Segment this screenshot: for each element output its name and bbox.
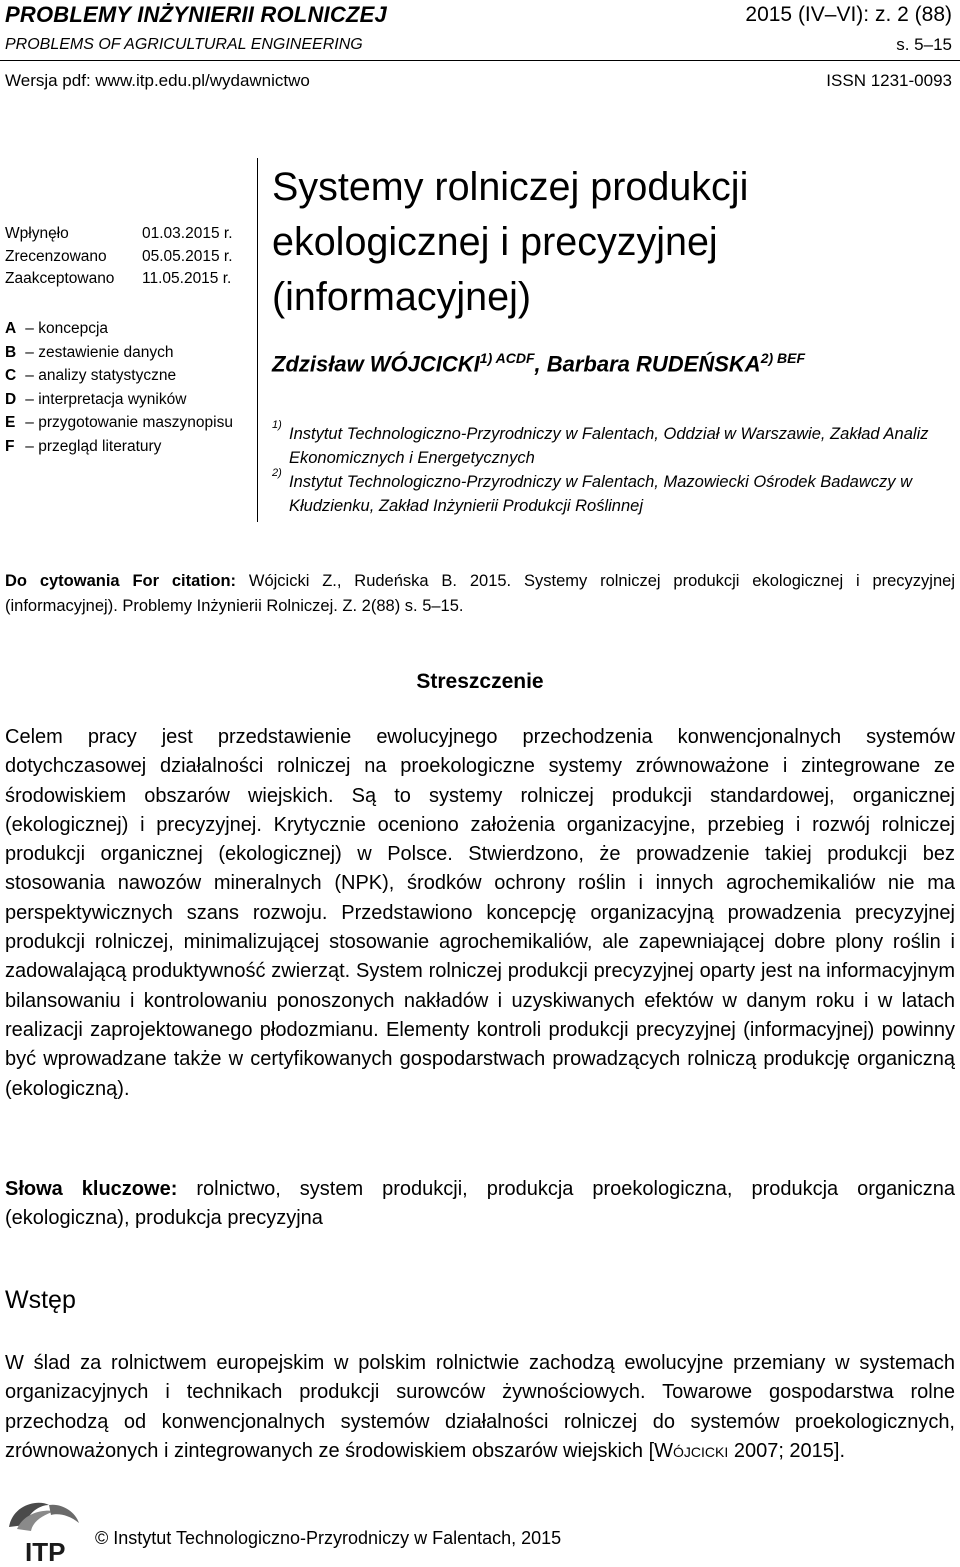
page-range: s. 5–15 — [896, 35, 952, 54]
contribution-legend — [5, 317, 233, 458]
section-heading: Wstęp — [5, 1286, 76, 1314]
journal-title-pl: PROBLEMY INŻYNIERII ROLNICZEJ — [5, 2, 387, 27]
contribution-item: F – przegląd literatury — [5, 435, 233, 459]
title-line: ekologicznej i precyzyjnej — [272, 220, 718, 264]
issn: ISSN 1231-0093 — [826, 71, 952, 90]
affiliation — [272, 467, 960, 518]
contribution-letter: D — [5, 390, 17, 408]
date-value: 05.05.2015 r. — [142, 247, 233, 265]
reference-author: Wójcicki — [654, 1439, 729, 1462]
title-line: (informacyjnej) — [272, 275, 532, 319]
contribution-letter: A — [5, 320, 17, 337]
affiliation-mark: 2) — [272, 467, 282, 479]
column-divider — [257, 158, 258, 522]
affiliation-text: Instytut Technologiczno-Przyrodniczy w Falentach, Oddział w Warszawie, Zakład Analiz Ekonomicznych i Energetycznych — [289, 425, 929, 467]
affiliations — [272, 419, 960, 518]
footer-copyright: © Instytut Technologiczno-Przyrodniczy w Falentach, 2015 — [95, 1528, 562, 1548]
intro-text: W ślad za rolnictwem europejskim w polskim rolnictwie zachodzą ewolucyjne przemiany w systemach organizacyjnych i technikach produkcji surowców żywnościowych. Towarowe gospodarstwa rolne przechodzą od konwencjonalnych systemów działalności rolniczej do systemów proekologicznych, zrównoważonych i zintegrowanych ze środowiskiem obszarów wiejskich [ — [5, 1352, 955, 1462]
citation — [5, 569, 955, 619]
contribution-text: analizy statystyczne — [38, 367, 177, 384]
date-row — [5, 246, 233, 269]
article-title — [272, 160, 952, 325]
affiliation — [272, 419, 960, 470]
author-separator: , — [534, 351, 547, 377]
date-row — [5, 268, 233, 291]
affiliation-text: Instytut Technologiczno-Przyrodniczy w Falentach, Mazowiecki Ośrodek Badawczy w Kłudzienku, Zakład Inżynierii Produkcji Roślinnej — [289, 473, 912, 515]
date-label: Zaakceptowano — [5, 270, 115, 287]
author-name: Barbara RUDEŃSKA — [546, 351, 761, 377]
contribution-text: koncepcja — [38, 320, 109, 337]
date-row — [5, 223, 233, 246]
contribution-text: przygotowanie maszynopisu — [38, 414, 233, 431]
contribution-letter: B — [5, 343, 17, 361]
keywords-text: rolnictwo, system produkcji, produkcja proekologiczna, produkcja organiczna (ekologiczna), produkcja precyzyjna — [5, 1178, 955, 1230]
date-label: Zrecenzowano — [5, 247, 107, 265]
date-value: 01.03.2015 r. — [142, 225, 233, 242]
logo-text: ITP — [25, 1537, 66, 1565]
title-line: Systemy rolniczej produkcji — [272, 165, 749, 209]
header-divider — [0, 60, 960, 61]
author-affiliation-mark: 1) ACDF — [479, 350, 535, 366]
author-list — [272, 350, 805, 377]
contribution-text: interpretacja wyników — [38, 390, 187, 408]
contribution-text: przegląd literatury — [38, 437, 162, 455]
author-affiliation-mark: 2) BEF — [760, 350, 806, 366]
date-label: Wpłynęło — [5, 225, 69, 242]
affiliation-mark: 1) — [272, 419, 282, 431]
abstract-heading: Streszczenie — [416, 670, 544, 693]
contribution-item: E – przygotowanie maszynopisu — [5, 411, 233, 435]
journal-title-en: PROBLEMS OF AGRICULTURAL ENGINEERING — [5, 36, 363, 53]
contribution-letter: C — [5, 367, 17, 384]
contribution-item: D – interpretacja wyników — [5, 388, 233, 412]
contribution-text: zestawienie danych — [38, 343, 174, 361]
keywords — [5, 1175, 955, 1234]
contribution-item: A – koncepcja — [5, 317, 233, 341]
issue-info: 2015 (IV–VI): z. 2 (88) — [745, 3, 952, 26]
author-name: Zdzisław WÓJCICKI — [272, 351, 480, 377]
article-dates — [5, 223, 233, 291]
abstract-body: Celem pracy jest przedstawienie ewolucyjnego przechodzenia konwencjonalnych systemów dotychczasowej działalności rolniczej na proekologiczne systemy zrównoważone i zintegrowane ze środowiskiem obszarów wiejskich. Są to systemy rolniczej produkcji standardowej, organicznej (ekologicznej) i precyzyjnej. Krytycznie oceniono założenia organizacyjne, przebieg i rozwój rolniczej produkcji organicznej (ekologicznej) w Polsce. Stwierdzono, że prowadzenie takiej produkcji bez stosowania nawozów mineralnych (NPK), środków ochrony roślin i innych agrochemikaliów nie ma perspektywicznych szans rozwoju. Przedstawiono koncepcję organizacyjną prowadzenia precyzyjnej produkcji rolniczej, minimalizującej stosowanie agrochemikaliów, ale zapewniającej dobre plony roślin i zadowalającą produktywność zwierząt. System rolniczej produkcji precyzyjnej oparty jest na informacyjnym bilansowaniu i kontrolowaniu ponoszonych nakładów i uzyskiwanych efektów w danym roku i w latach realizacji zaprojektowanego płodozmianu. Elementy kontroli produkcji precyzyjnej (informacyjnej) powinny być wprowadzane także w certyfikowanych gospodarstwach prowadzących rolniczą produkcję organiczną (ekologiczną). — [5, 726, 955, 1100]
keywords-label: Słowa kluczowe: — [5, 1178, 178, 1200]
itp-logo — [3, 1497, 83, 1565]
date-value: 11.05.2015 r. — [142, 270, 232, 287]
citation-text: Wójcicki Z., Rudeńska B. 2015. Systemy rolniczej produkcji ekologicznej i precyzyjnej (informacyjnej). Problemy Inżynierii Rolniczej. Z. 2(88) s. 5–15. — [5, 572, 955, 615]
citation-label: Do cytowania For citation: — [5, 572, 237, 590]
contribution-item: C – analizy statystyczne — [5, 364, 233, 388]
contribution-letter: F — [5, 437, 15, 455]
contribution-letter: E — [5, 414, 16, 431]
contribution-item: B – zestawienie danych — [5, 341, 233, 365]
pdf-version-link[interactable]: Wersja pdf: www.itp.edu.pl/wydawnictwo — [5, 71, 310, 90]
intro-paragraph — [5, 1349, 955, 1466]
intro-text-end: 2007; 2015]. — [728, 1439, 846, 1462]
